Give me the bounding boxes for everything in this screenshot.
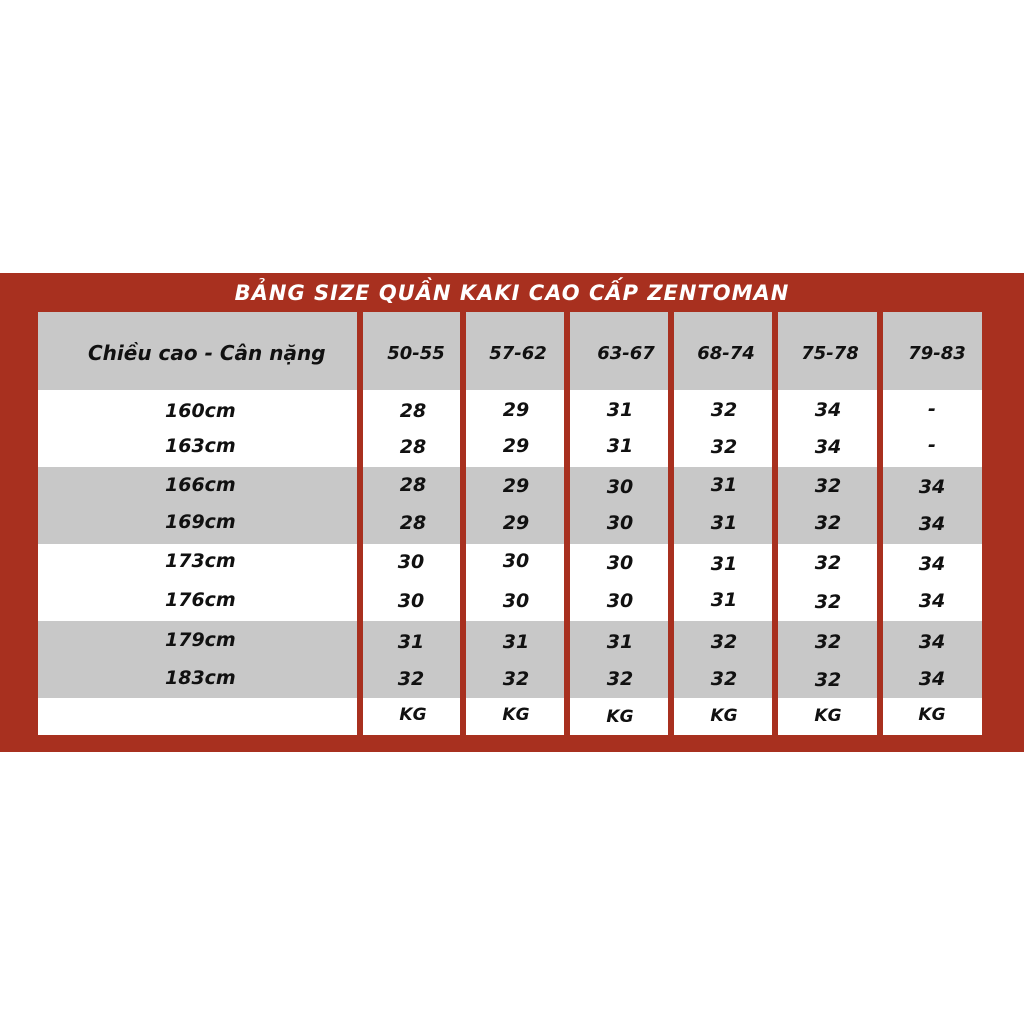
size-cell: 32	[397, 668, 425, 690]
size-cell: 29	[502, 512, 530, 534]
size-cell: -	[928, 434, 936, 456]
header-label: Chiều cao - Cân nặng	[88, 341, 326, 365]
size-cell: 34	[918, 668, 946, 690]
size-cell: 30	[606, 476, 634, 498]
size-cell: 32	[814, 552, 842, 574]
unit-label: KG	[399, 705, 427, 725]
height-label: 173cm	[165, 550, 236, 572]
size-cell: 31	[710, 512, 738, 534]
size-cell: 32	[710, 668, 738, 690]
weight-range-header: 63-67	[597, 343, 655, 364]
size-cell: 34	[814, 399, 842, 421]
size-cell: 34	[918, 631, 946, 653]
size-cell: 32	[814, 669, 842, 691]
unit-label: KG	[502, 705, 530, 725]
size-cell: 30	[502, 590, 530, 612]
height-label: 166cm	[165, 474, 236, 496]
size-cell: 28	[399, 400, 427, 422]
unit-label: KG	[710, 706, 738, 726]
height-label: 169cm	[165, 511, 236, 533]
size-cell: 31	[710, 553, 738, 575]
unit-label: KG	[814, 706, 842, 726]
size-cell: 32	[710, 399, 738, 421]
height-label: 179cm	[165, 629, 236, 651]
unit-label: KG	[606, 707, 634, 727]
size-cell: 30	[397, 590, 425, 612]
size-cell: 34	[918, 476, 946, 498]
size-cell: 32	[814, 631, 842, 653]
height-label: 163cm	[165, 435, 236, 457]
size-cell: 31	[710, 589, 738, 611]
chart-title: BẢNG SIZE QUẦN KAKI CAO CẤP ZENTOMAN	[234, 281, 790, 305]
size-cell: 30	[502, 550, 530, 572]
size-cell: 34	[918, 513, 946, 535]
size-cell: 28	[399, 436, 427, 458]
size-cell: 31	[710, 474, 738, 496]
size-cell: 32	[710, 631, 738, 653]
size-cell: -	[928, 398, 936, 420]
size-cell: 29	[502, 399, 530, 421]
weight-range-header: 50-55	[387, 343, 445, 364]
size-cell: 32	[814, 475, 842, 497]
size-cell: 31	[606, 399, 634, 421]
height-label: 176cm	[165, 589, 236, 611]
size-cell: 30	[606, 512, 634, 534]
size-cell: 32	[710, 436, 738, 458]
size-cell: 34	[918, 590, 946, 612]
size-cell: 32	[814, 591, 842, 613]
weight-range-header: 75-78	[801, 343, 859, 364]
size-cell: 34	[918, 553, 946, 575]
weight-range-header: 79-83	[908, 343, 966, 364]
weight-range-header: 57-62	[489, 343, 547, 364]
size-cell: 28	[399, 512, 427, 534]
size-cell: 32	[606, 668, 634, 690]
size-cell: 30	[606, 552, 634, 574]
size-cell: 31	[397, 631, 425, 653]
height-label: 160cm	[165, 400, 236, 422]
size-cell: 31	[606, 631, 634, 653]
size-cell: 31	[606, 435, 634, 457]
weight-range-header: 68-74	[697, 343, 755, 364]
size-cell: 30	[397, 551, 425, 573]
size-chart	[0, 273, 1024, 752]
size-cell: 29	[502, 435, 530, 457]
unit-label: KG	[918, 705, 946, 725]
size-cell: 29	[502, 475, 530, 497]
height-label: 183cm	[165, 667, 236, 689]
size-cell: 32	[814, 512, 842, 534]
size-cell: 30	[606, 590, 634, 612]
size-cell: 31	[502, 631, 530, 653]
size-cell: 32	[502, 668, 530, 690]
size-cell: 34	[814, 436, 842, 458]
size-cell: 28	[399, 474, 427, 496]
